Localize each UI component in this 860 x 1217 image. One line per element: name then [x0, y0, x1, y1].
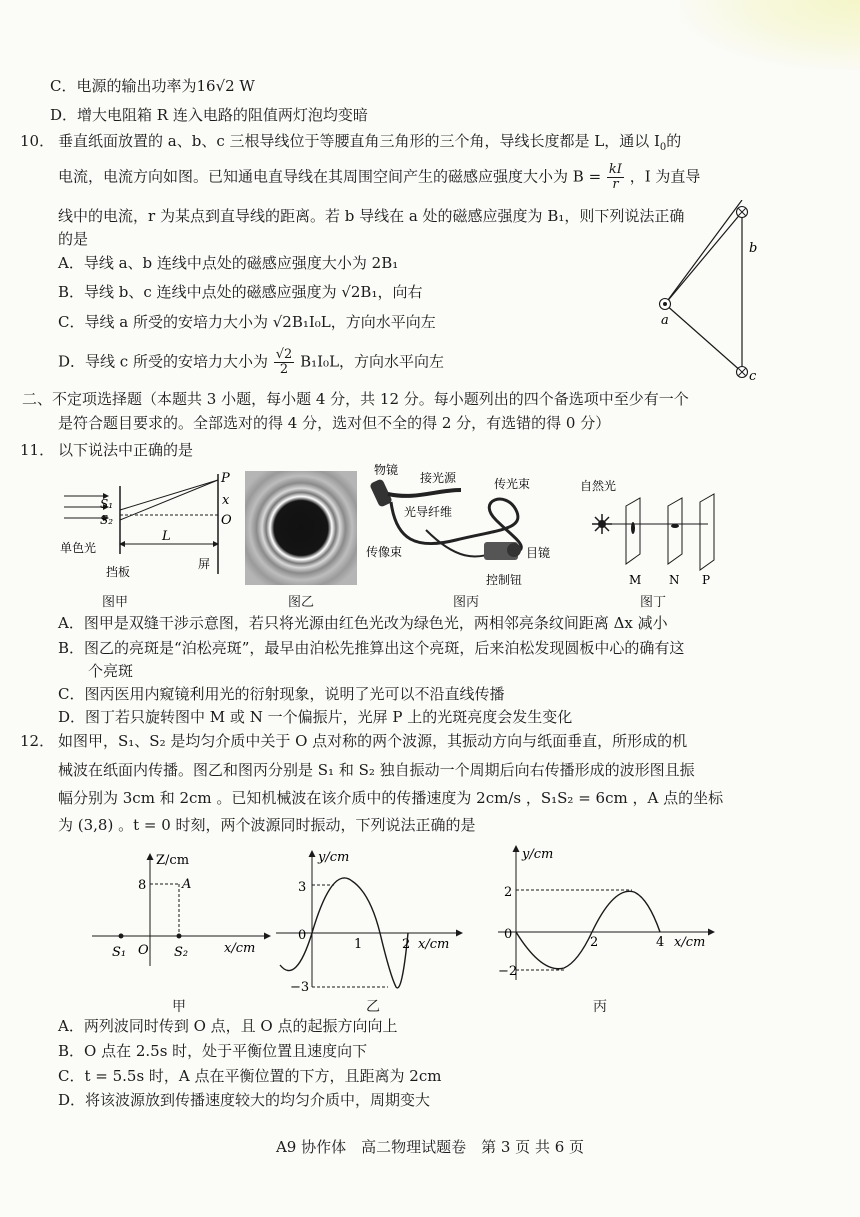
svg-text:−3: −3	[290, 980, 310, 995]
q10-stem-line4: 的是	[58, 230, 89, 248]
formula-fraction: $\frac{kI}{r}$	[608, 162, 622, 192]
label-a: a	[661, 313, 669, 328]
q10-option-d: D．导线 c 所受的安培力大小为 $\frac{√2}{2}$ B₁I₀L，方向水平向左	[58, 347, 445, 377]
q12-stem-line1: 如图甲，S₁、S₂ 是均匀介质中关于 O 点对称的两个波源，其振动方向与纸面垂直，所形成的机	[58, 732, 688, 750]
svg-text:N: N	[669, 573, 680, 587]
svg-text:M: M	[629, 573, 642, 587]
svg-text:y/cm: y/cm	[522, 847, 554, 862]
svg-text:O: O	[221, 513, 232, 528]
svg-text:0: 0	[504, 927, 513, 942]
wire-c-into-page-icon	[737, 367, 748, 378]
q12-option-d: D．将该波源放到传播速度较大的均匀介质中，周期变大	[58, 1091, 431, 1109]
q12-option-c: C．t = 5.5s 时，A 点在平衡位置的下方，且距离为 2cm	[58, 1067, 442, 1085]
svg-text:目镜: 目镜	[526, 546, 551, 560]
fig12-jia-caption: 甲	[172, 999, 186, 1015]
svg-text:A: A	[182, 877, 192, 892]
q12-stem-line4: 为 (3,8) 。t = 0 时刻，两个波源同时振动，下列说法正确的是	[58, 816, 476, 834]
svg-text:x/cm: x/cm	[418, 937, 450, 952]
svg-text:O: O	[138, 943, 149, 958]
q12-fig-jia-coordinates	[88, 848, 278, 978]
svg-text:0: 0	[298, 928, 307, 943]
svg-text:2: 2	[590, 935, 599, 950]
q10-triangle-figure	[650, 200, 770, 385]
svg-text:接光源: 接光源	[420, 471, 457, 485]
fig-jia-caption: 图甲	[102, 595, 129, 610]
svg-text:传光束: 传光束	[494, 477, 531, 491]
q11-option-b-line2: 个亮斑	[88, 662, 134, 680]
q10-stem-line2: 电流，电流方向如图。已知通电直导线在其周围空间产生的磁感应强度大小为 B = $\frac{kI}{r}$ ，I 为直导	[58, 162, 701, 192]
q12-option-b: B．O 点在 2.5s 时，处于平衡位置且速度向下	[58, 1042, 368, 1060]
svg-text:S₂: S₂	[100, 513, 114, 527]
svg-text:传像束: 传像束	[366, 545, 403, 559]
q11-fig-polarizers	[580, 478, 720, 590]
fig-yi-caption: 图乙	[288, 595, 315, 610]
q11-fig-endoscope	[366, 460, 566, 590]
svg-text:8: 8	[138, 878, 147, 893]
label-b: b	[749, 241, 758, 256]
svg-text:P: P	[221, 471, 230, 486]
q11-stem: 以下说法中正确的是	[58, 441, 194, 459]
wire-b-into-page-icon	[737, 207, 748, 218]
svg-text:x: x	[222, 493, 230, 508]
fig-bing-caption: 图丙	[453, 595, 480, 610]
wire-a-out-of-page-icon	[660, 299, 671, 310]
paper-glare	[680, 0, 860, 70]
label-c: c	[749, 369, 757, 384]
q12-option-a: A．两列波同时传到 O 点，且 O 点的起振方向向上	[58, 1017, 398, 1035]
svg-text:挡板: 挡板	[106, 565, 131, 579]
q11-number: 11．	[20, 441, 55, 459]
svg-text:x/cm: x/cm	[224, 941, 256, 956]
q12-number: 12．	[20, 732, 55, 750]
svg-text:1: 1	[354, 937, 363, 952]
fig12-yi-caption: 乙	[366, 999, 380, 1015]
svg-text:L: L	[162, 529, 171, 544]
q11-option-b-line1: B．图乙的亮斑是“泊松亮斑”，最早由泊松先推算出这个亮斑，后来泊松发现圆板中心的确有这	[58, 639, 685, 657]
svg-text:3: 3	[298, 880, 307, 895]
fig-ding-caption: 图丁	[640, 595, 667, 610]
svg-text:2: 2	[402, 937, 411, 952]
q10-stem-line1: 垂直纸面放置的 a、b、c 三根导线位于等腰直角三角形的三个角，导线长度都是 L，通以 $I_0$的	[58, 132, 682, 153]
q10-number: 10．	[20, 132, 55, 150]
svg-text:S₁: S₁	[112, 945, 127, 960]
page-footer: A9 协作体 高二物理试题卷 第 3 页 共 6 页	[275, 1138, 585, 1156]
q11-fig-poisson-spot	[245, 471, 357, 585]
q12-fig-bing-wave	[492, 840, 722, 990]
q12-stem-line2: 械波在纸面内传播。图乙和图丙分别是 S₁ 和 S₂ 独自振动一个周期后向右传播形成的波形图且振	[58, 761, 695, 779]
svg-text:2: 2	[504, 885, 513, 900]
q10-option-c: C．导线 a 所受的安培力大小为 √2B₁I₀L，方向水平向左	[58, 313, 436, 331]
svg-text:P: P	[702, 573, 711, 587]
section2-header-line1: 二、不定项选择题（本题共 3 小题，每小题 4 分，共 12 分。每小题列出的四个备选项中至少有一个	[22, 390, 689, 408]
q10-stem-line3: 线中的电流，r 为某点到直导线的距离。若 b 导线在 a 处的磁感应强度为 B₁，则下列说法正确	[58, 207, 685, 225]
q11-option-d: D．图丁若只旋转图中 M 或 N 一个偏振片，光屏 P 上的光斑亮度会发生变化	[58, 708, 573, 726]
svg-text:x/cm: x/cm	[674, 935, 706, 950]
svg-text:Z/cm: Z/cm	[156, 853, 190, 868]
svg-text:y/cm: y/cm	[318, 850, 350, 865]
svg-text:4: 4	[656, 935, 665, 950]
section2-header-line2: 是符合题目要求的。全部选对的得 4 分，选对但不全的得 2 分，有选错的得 0 分）	[58, 414, 611, 432]
svg-text:单色光: 单色光	[60, 541, 97, 555]
q12-fig-yi-wave	[270, 845, 470, 995]
q11-fig-double-slit	[58, 466, 238, 606]
svg-text:S₂: S₂	[174, 945, 189, 960]
svg-text:自然光: 自然光	[580, 479, 617, 493]
q11-option-c: C．图丙医用内窥镜利用光的衍射现象，说明了光可以不沿直线传播	[58, 685, 505, 703]
optd-fraction: $\frac{√2}{2}$	[275, 347, 293, 377]
q10-option-b: B．导线 b、c 连线中点处的磁感应强度为 √2B₁，向右	[58, 283, 423, 301]
q9-option-d: D．增大电阻箱 R 连入电路的阻值两灯泡均变暗	[50, 106, 368, 124]
fig12-bing-caption: 丙	[593, 999, 607, 1015]
svg-text:S₁: S₁	[100, 497, 114, 511]
q10-option-a: A．导线 a、b 连线中点处的磁感应强度大小为 2B₁	[58, 254, 399, 272]
q11-option-a: A．图甲是双缝干涉示意图，若只将光源由红色光改为绿色光，两相邻亮条纹间距离 Δx 减小	[58, 614, 668, 632]
svg-text:光导纤维: 光导纤维	[404, 505, 453, 519]
q12-stem-line3: 幅分别为 3cm 和 2cm 。已知机械波在该介质中的传播速度为 2cm/s ，S₁S₂ = 6cm ，A 点的坐标	[58, 789, 724, 807]
svg-text:控制钮: 控制钮	[486, 573, 523, 587]
svg-text:物镜: 物镜	[374, 463, 399, 477]
svg-text:−2: −2	[498, 964, 518, 979]
svg-text:屏: 屏	[198, 557, 211, 571]
q9-option-c: C．电源的输出功率为16√2 W	[50, 77, 255, 95]
